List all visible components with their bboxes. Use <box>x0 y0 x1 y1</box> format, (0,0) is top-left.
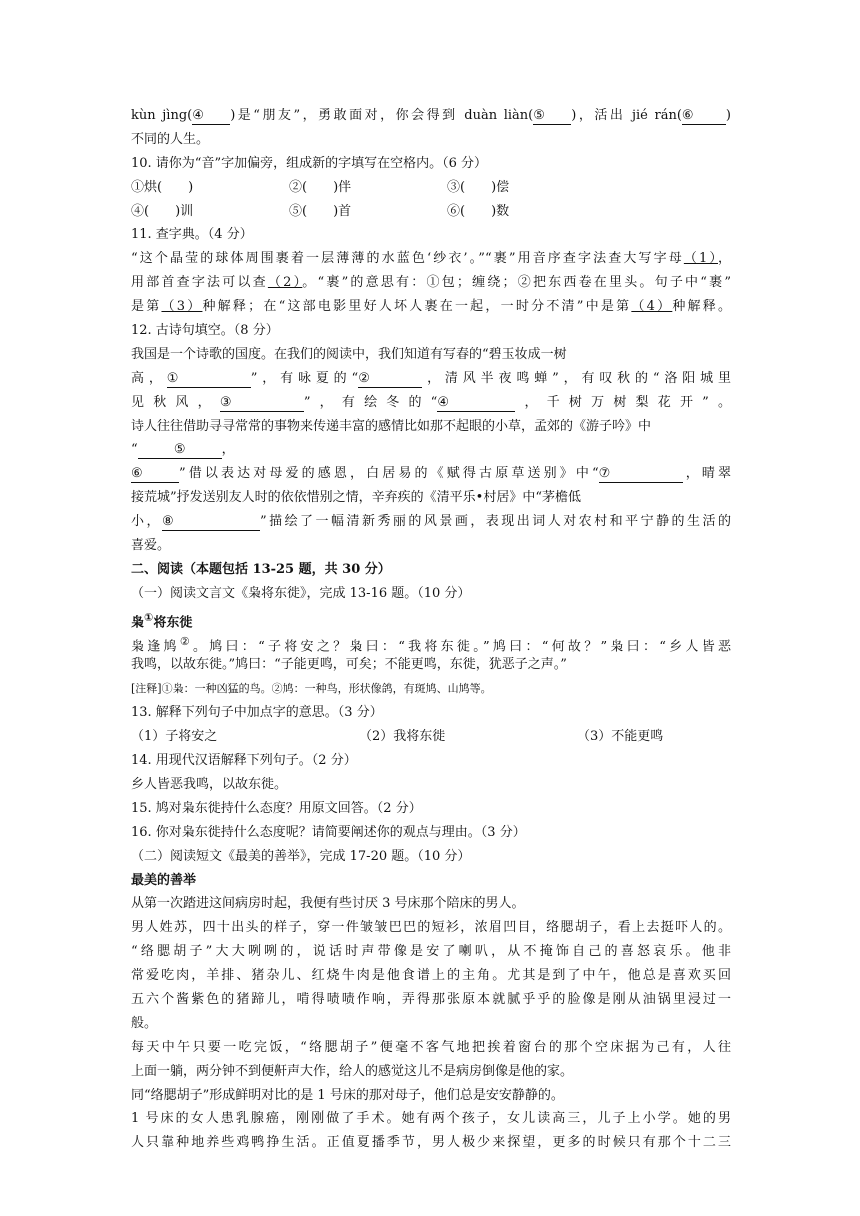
answer-blank[interactable]: ② <box>358 371 422 388</box>
passage-line <box>131 630 731 654</box>
q10-item[interactable]: ④( )训 <box>131 203 194 219</box>
passage-line: 人只靠种地养些鸡鸭挣生活。正值夏播季节，男人极少来探望，更多的时候只有那个十二三 <box>131 1135 731 1151</box>
text: )，活出 jié rán( <box>571 108 682 123</box>
footnote-mark: ① <box>144 610 154 624</box>
q10-item[interactable]: ①烘( ) <box>131 179 194 195</box>
answer-blank[interactable]: ⑥ <box>682 108 726 125</box>
q13-item: （3）不能更鸣 <box>577 729 664 745</box>
q12-line8 <box>131 510 731 534</box>
answer-blank[interactable]: ⑥ <box>131 466 179 483</box>
passage-line: 上面一躺，两分钟不到便鼾声大作，给人的感觉这儿不是病房倒像是他的家。 <box>131 1063 574 1079</box>
passage-line: 五六个酱紫色的猪蹄儿，啃得啧啧作响，弄得那张原本就腻乎乎的脸像是刚从油锅里浸过一 <box>131 991 731 1007</box>
text: 种解释。 <box>672 299 731 315</box>
footnote: [注释]①枭：一种凶猛的鸟。②鸠：一种鸟，形状像鸽，有斑鸠、山鸠等。 <box>131 682 492 696</box>
passage-line: 从第一次踏进这间病房时起，我便有些讨厌 3 号床那个陪床的男人。 <box>131 896 525 912</box>
exam-page <box>131 104 731 1155</box>
q9-pinyin-line <box>131 104 731 128</box>
passage-line: 1 号床的女人患乳腺癌，刚刚做了手术。她有两个孩子，女儿读高三，儿子上小学。她的男 <box>131 1111 731 1127</box>
q11-line1 <box>131 247 731 271</box>
q9-line2: 不同的人生。 <box>131 131 210 147</box>
passage-line: 同“络腮胡子”形成鲜明对比的是 1 号床的那对母子，他们总是安安静静的。 <box>131 1087 564 1103</box>
q10-item[interactable]: ③( )偿 <box>447 179 510 195</box>
answer-blank[interactable]: ⑤ <box>138 442 222 459</box>
section-heading: 二、阅读（本题包括 13-25 题，共 30 分） <box>131 561 391 577</box>
q16-title: 16. 你对枭东徙持什么态度呢？请简要阐述你的观点与理由。（3 分） <box>131 824 526 840</box>
text: “这个晶莹的球体周围裹着一层薄薄的水蓝色‘纱衣’。”“裹”用音序查字法查大写字母 <box>131 251 684 267</box>
q14-sentence: 乡人皆恶我鸣，以故东徙。 <box>131 776 288 792</box>
q12-line6 <box>131 462 731 486</box>
text: ”借以表达对母爱的感恩，白居易的《赋得古原草送别》中“ <box>179 466 599 482</box>
passage-line: 我鸣，以故东徙。”鸠曰：“子能更鸣，可矣；不能更鸣，东徙，犹恶子之声。” <box>131 657 567 673</box>
q15-title: 15. 鸠对枭东徙持什么态度？用原文回答。（2 分） <box>131 800 422 816</box>
answer-blank[interactable]: ① <box>167 371 251 388</box>
text: “ <box>131 442 138 458</box>
text: 枭 <box>131 615 145 631</box>
answer-blank[interactable]: （2） <box>267 275 303 291</box>
text: ”描绘了一幅清新秀丽的风景画，表现出词人对农村和平宁静的生活的 <box>259 514 731 530</box>
answer-blank[interactable]: ④ <box>192 108 230 125</box>
q10-title: 10. 请你为“音”字加偏旁，组成新的字填写在空格内。（6 分） <box>131 155 488 171</box>
text: 将东徙 <box>153 615 193 631</box>
text: ， <box>221 442 235 458</box>
text: )是“朋友”，勇敢面对，你会得到 duàn liàn( <box>230 108 534 123</box>
q13-title: 13. 解释下列句子中加点字的意思。（3 分） <box>131 705 383 721</box>
text: 。“裹”的意思有：①包；缠绕；②把东西卷在里头。句子中“裹” <box>302 275 731 291</box>
answer-blank[interactable]: ④ <box>437 395 515 412</box>
q12-line7: 接荒城”抒发送别友人时的依依惜别之情，辛弃疾的《清平乐•村居》中“茅檐低 <box>131 490 581 506</box>
passage-title: 最美的善举 <box>131 872 197 888</box>
text: ”，有绘冬的“ <box>303 394 438 410</box>
text: 高， <box>131 370 167 386</box>
passage-line: 般。 <box>131 1015 158 1031</box>
answer-blank[interactable]: ③ <box>220 395 304 412</box>
q12-line9: 喜爱。 <box>131 538 171 554</box>
text: ，千树万树梨花开”。 <box>515 394 731 410</box>
q12-line2 <box>131 367 731 391</box>
text: 种解释；在“这部电影里好人坏人裹在一起，一时分不清”中是第 <box>202 299 632 315</box>
passage-line: 常爱吃肉，羊排、猪杂儿、红烧牛肉是他食谱上的主角。尤其是到了中午，他总是喜欢买回 <box>131 968 731 984</box>
q12-line3 <box>131 391 731 415</box>
text: 枭逢鸠 <box>131 638 180 654</box>
part2-intro: （二）阅读短文《最美的善举》，完成 17-20 题。（10 分） <box>131 848 471 864</box>
q11-title: 11. 查字典。（4 分） <box>131 227 253 243</box>
q10-row2 <box>131 200 731 224</box>
q11-line3 <box>131 295 731 319</box>
passage-line: 每天中午只要一吃完饭，“络腮胡子”便毫不客气地把挨着窗台的那个空床据为己有，人往 <box>131 1039 731 1055</box>
q12-line1: 我国是一个诗歌的国度。在我们的阅读中，我们知道有写春的“碧玉妆成一树 <box>131 346 567 362</box>
answer-blank[interactable]: ⑦ <box>599 466 683 483</box>
answer-blank[interactable]: ⑧ <box>162 514 260 531</box>
text: ) <box>725 108 731 123</box>
text: kùn jìng( <box>131 108 193 123</box>
q13-item: （2）我将东徙 <box>359 729 446 745</box>
q13-items <box>131 725 731 749</box>
passage-line: “络腮胡子”大大咧咧的，说话时声带像是安了喇叭，从不掩饰自己的喜怒哀乐。他非 <box>131 944 731 960</box>
q12-line4: 诗人往往借助寻寻常常的事物来传递丰富的感情比如那不起眼的小草，孟郊的《游子吟》中 <box>131 418 652 434</box>
answer-blank[interactable]: （4） <box>631 299 673 315</box>
text: 见秋风， <box>131 394 220 410</box>
footnote-mark: ② <box>179 634 193 648</box>
q12-line5 <box>131 438 731 462</box>
q11-line2 <box>131 271 731 295</box>
text: 小， <box>131 514 162 530</box>
q14-title: 14. 用现代汉语解释下列句子。（2 分） <box>131 753 357 769</box>
part1-intro: （一）阅读文言文《枭将东徙》，完成 13-16 题。（10 分） <box>131 585 471 601</box>
q10-item[interactable]: ②( )伴 <box>289 179 352 195</box>
q10-item[interactable]: ⑥( )数 <box>447 203 510 219</box>
answer-blank[interactable]: ⑤ <box>533 108 571 125</box>
passage-title <box>131 606 731 630</box>
text: ，清风半夜鸣蝉”，有叹秋的“洛阳城里 <box>422 370 731 386</box>
text: 。鸠曰：“子将安之？枭曰：“我将东徙。”鸠曰：“何故？”枭曰：“乡人皆恶 <box>192 638 731 654</box>
text: ， <box>717 251 731 267</box>
passage-line: 男人姓苏，四十出头的样子，穿一件皱皱巴巴的短衫，浓眉凹目，络腮胡子，看上去挺吓人的。 <box>131 920 731 936</box>
text: 用部首查字法可以查 <box>131 275 268 291</box>
text: ”，有咏夏的“ <box>250 370 359 386</box>
q10-row1 <box>131 176 731 200</box>
answer-blank[interactable]: （3） <box>161 299 203 315</box>
answer-blank[interactable]: （1） <box>683 251 718 267</box>
q10-item[interactable]: ⑤( )首 <box>289 203 352 219</box>
q12-title: 12. 古诗句填空。（8 分） <box>131 323 279 339</box>
text: ，晴翠 <box>682 466 731 482</box>
text: 是第 <box>131 299 162 315</box>
q13-item: （1）子将安之 <box>131 729 218 745</box>
